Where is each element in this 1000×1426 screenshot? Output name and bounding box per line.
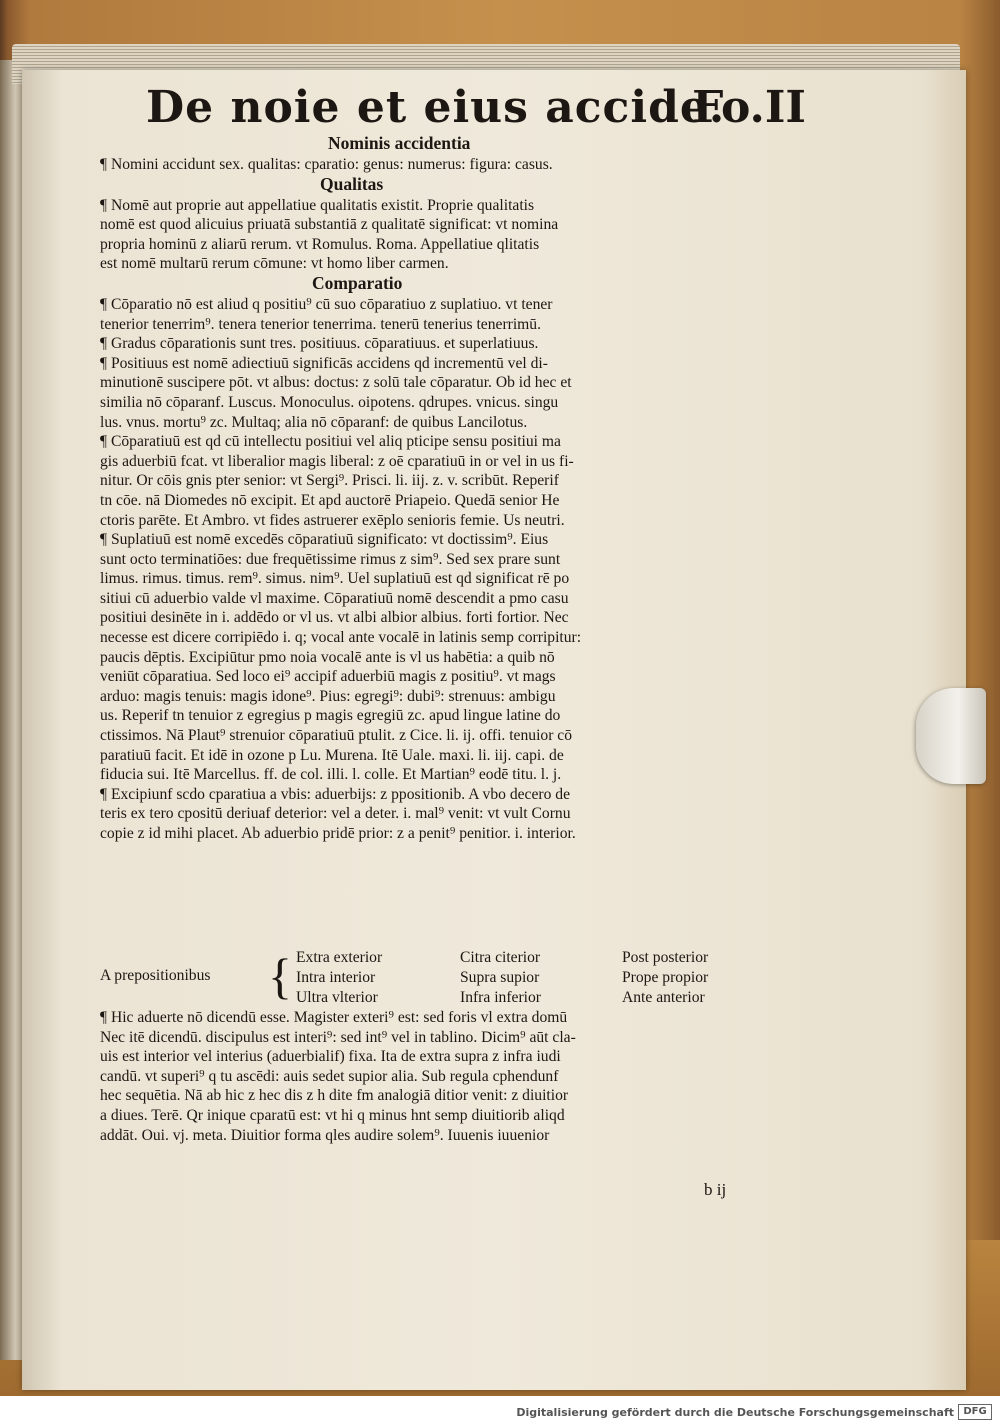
closing-text (100, 1008, 800, 1145)
text-line: necesse est dicere corripiēdo i. q; vocal ante vocalē in latinis semp corripitur: (100, 629, 582, 647)
section-heading: Nominis accidentia (328, 133, 471, 153)
preposition-entry: Supra supior (460, 969, 540, 986)
text-line: lus. vnus. mortu⁹ zc. Multaq; alia nō cōparanf: de quibus Lancilotus. (100, 413, 528, 431)
text-line: ¶ Cōparatio nō est aliud q positiu⁹ cū suo cōparatiuo z suplatiuo. vt tener (100, 295, 553, 313)
text-line: nitur. Or cōis gnis pter senior: vt Sergi⁹. Prisci. li. iij. z. v. scribūt. Reperif (100, 472, 559, 490)
preposition-entry: Citra citerior (460, 949, 541, 966)
text-line: gis aduerbiū fcat. vt liberalior magis liberal: z oē cparatiuū in or vel in us fi- (100, 452, 574, 470)
text-line: ctoris parēte. Et Ambro. vt fides astruerer exēplo senioris femie. Us neutri. (100, 511, 565, 529)
text-line: ¶ Cōparatiuū est qd cū intellectu positiui vel aliq pticipe sensu positiui ma (100, 433, 561, 451)
text-line: ¶ Hic aduerte nō dicendū esse. Magister exteri⁹ est: sed foris vl extra domū (100, 1009, 568, 1026)
text-line: arduo: magis tenuis: magis idone⁹. Pius: egregi⁹: dubi⁹: strenuus: ambigu (100, 687, 556, 705)
prepositions-column-3 (622, 948, 708, 1008)
text-line: sunt octo terminatiōes: due frequētissime rimus z sim⁹. Sed sex prare sunt (100, 550, 561, 568)
text-line: paucis dēptis. Excipiūtur pmo noia vocalē ante is vl us habētia: a quib nō (100, 648, 555, 666)
text-line: us. Reperif tn tenuior z egregius p magis egregiū zc. apud lingue latine do (100, 707, 561, 725)
header-title: De noie et eius accide. (146, 82, 726, 133)
prepositions-column-2 (460, 948, 541, 1008)
text-line: uis est interior vel interius (aduerbialif) fixa. Ita de extra supra z infra iudi (100, 1048, 561, 1066)
section-heading: Qualitas (320, 173, 384, 194)
page-clip (916, 688, 986, 784)
text-line: copie z id mihi placet. Ab aduerbio pridē prior: z a penit⁹ penitior. i. interior. (100, 825, 576, 842)
text-line: paratiuū facit. Et idē in ozone p Lu. Murena. Itē Uale. maxi. li. iij. capi. de (100, 746, 564, 764)
text-line: hec sequētia. Nā ab hic z hec dis z h dite fm analogiā ditior venit: z diuitior (100, 1087, 569, 1105)
text-line: teris ex tero cpositū deriuaf deterior: vel a deter. i. mal⁹ venit: vt vult Cornu (100, 805, 571, 823)
text-line: positiui desinēte in i. addēdo or vl us. vt albi albior albius. forti fortior. Nec (100, 609, 569, 627)
preposition-entry: Post posterior (622, 949, 709, 966)
text-line: candū. vt superi⁹ q tu ascēdi: auis sedet supior alia. Sub regula cphendunf (100, 1067, 559, 1085)
text-line: ¶ Nomini accidunt sex. qualitas: cparatio: genus: numerus: figura: casus. (100, 156, 553, 173)
text-line: tenerior tenerrim⁹. tenera tenerior tenerrima. tenerū tenerius tenerrimū. (100, 315, 541, 333)
folio-number: Fo.II (692, 82, 806, 133)
funding-note: Digitalisierung gefördert durch die Deutsche Forschungsgemeinschaft (516, 1406, 954, 1419)
text-line: ¶ Suplatiuū est nomē excedēs cōparatiuū significato: vt doctissim⁹. Eius (100, 531, 549, 549)
footer-bar (0, 1396, 1000, 1426)
preposition-entry: Infra inferior (460, 989, 541, 1006)
text-line: veniūt cōparatiua. Sed loco ei⁹ accipif aduerbiū magis z positiu⁹. vt mags (100, 668, 556, 686)
dfg-logo: DFG (958, 1404, 992, 1420)
text-line: ctissimos. Nā Plaut⁹ strenuior cōparatiuū ptulit. z Cice. li. ij. offi. tenuior cō (100, 727, 573, 745)
text-line: similia nō cōparanf. Luscus. Monoculus. oipotens. qdrupes. vnicus. singu (100, 393, 559, 411)
text-line: a diues. Terē. Qr inique cparatū est: vt hi q minus hnt semp diuitiorib aliqd (100, 1106, 565, 1124)
preposition-entry: Ultra vlterior (296, 989, 378, 1006)
text-line: tn cōe. nā Diomedes nō excipit. Et apd auctorē Priapeio. Quedā senior He (100, 491, 560, 509)
prepositions-label: A prepositionibus (100, 967, 211, 984)
text-line: fiducia sui. Itē Marcellus. ff. de col. illi. l. colle. Et Martian⁹ eodē titu. l. j. (100, 766, 562, 784)
section-heading: Comparatio (312, 272, 403, 293)
main-text (100, 134, 800, 844)
text-line: ¶ Positiuus est nomē adiectiuū significās accidens qd incrementū vel di- (100, 354, 548, 372)
text-line: ¶ Nomē aut proprie aut appellatiue qualitatis existit. Proprie qualitatis (100, 196, 535, 214)
text-line: est nomē multarū rerum cōmune: vt homo liber carmen. (100, 255, 449, 273)
text-line: ¶ Excipiunf scdo cparatiua a vbis: aduerbijs: z ppositionib. A vbo decero de (100, 785, 570, 803)
preposition-entry: Ante anterior (622, 989, 705, 1006)
preposition-entry: Intra interior (296, 969, 376, 986)
preposition-entry: Prope propior (622, 969, 709, 986)
text-line: ¶ Gradus cōparationis sunt tres. positiuus. cōparatiuus. et superlatiuus. (100, 335, 539, 353)
signature-mark: b ij (704, 1180, 727, 1199)
prepositions-column-1 (296, 948, 382, 1008)
text-line: limus. rimus. timus. rem⁹. simus. nim⁹. Uel suplatiuū est qd significat rē po (100, 570, 570, 588)
text-line: sitiui cū aduerbio valde vl maxime. Cōparatiuū nomē descendit a pmo casu (100, 589, 569, 607)
text-line: minutionē suscipere pōt. vt albus: doctus: z solū tale cōparatur. Ob id hec et (100, 374, 572, 392)
text-line: nomē est quod alicuius priuatā substantiā z qualitatē significat: vt nomina (100, 216, 559, 234)
preposition-entry: Extra exterior (296, 949, 383, 966)
text-line: addāt. Oui. vj. meta. Diuitior forma qles audire solem⁹. Iuuenis iuuenior (100, 1126, 550, 1144)
text-line: Nec itē dicendū. discipulus est interi⁹: sed int⁹ vel in tablino. Dicim⁹ aūt cla- (100, 1028, 576, 1046)
brace-mark: { (268, 948, 292, 1004)
prepositions-table (100, 948, 800, 1010)
text-line: propria hominū z aliarū rerum. vt Romulus. Roma. Appellatiue qlitatis (100, 235, 540, 253)
